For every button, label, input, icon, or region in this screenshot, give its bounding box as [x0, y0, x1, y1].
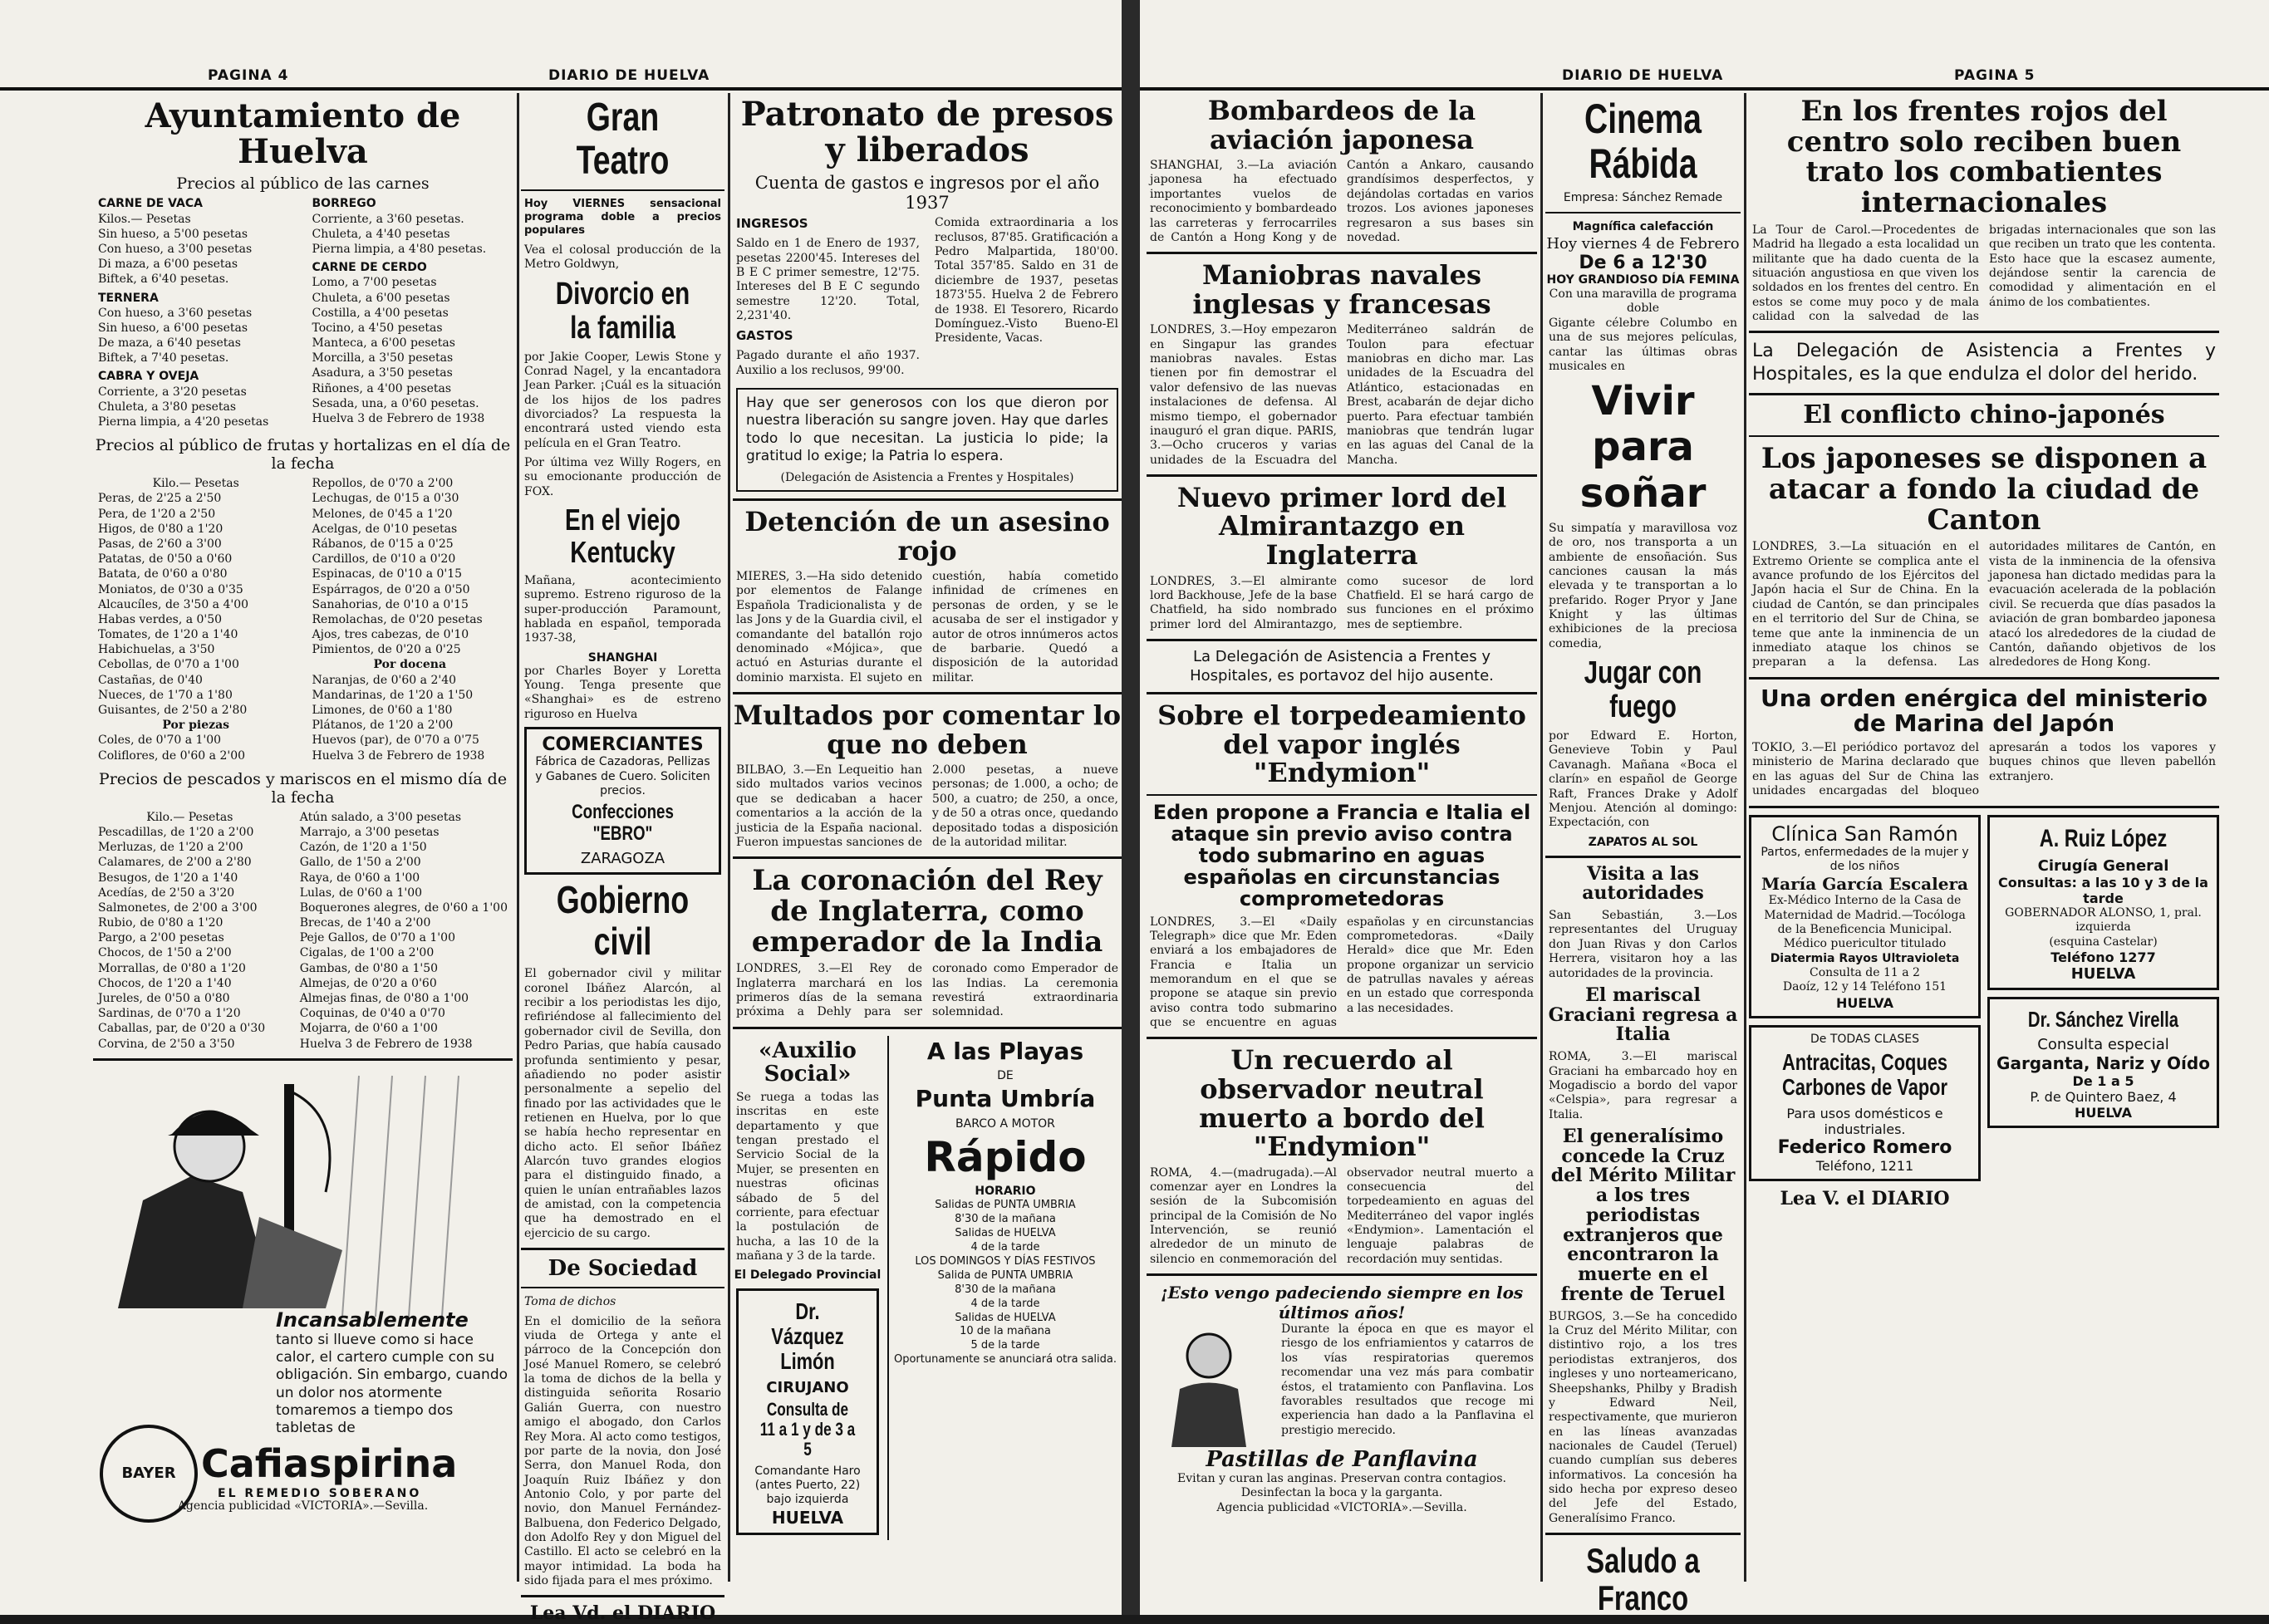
list-item: Huevos (par), de 0'70 a 0'75	[312, 733, 479, 748]
list-item: Manteca, a 6'00 pesetas	[312, 336, 455, 351]
list-item: Ajos, tres cabezas, de 0'10	[312, 628, 469, 642]
list-item: Melones, de 0'45 a 1'20	[312, 507, 453, 521]
list-item: Sin hueso, a 5'00 pesetas	[98, 227, 248, 241]
list-item: Acelgas, de 0'10 pesetas	[312, 522, 458, 536]
gran-teatro-title: Gran Teatro	[576, 96, 670, 183]
list-item: Corriente, a 3'20 pesetas	[98, 385, 247, 399]
generalisimo-title: El generalísimo concede la Cruz del Mérito Militar a los tres periodistas extranjeros que encontraron la muerte en el frente de Teruel	[1550, 1125, 1736, 1305]
masthead-left: DIARIO DE HUELVA	[548, 67, 710, 84]
list-item: Sanahorias, de 0'10 a 0'15	[312, 597, 469, 611]
list-item: De maza, a 6'40 pesetas	[98, 336, 241, 351]
list-item: Habas verdes, a 0'50	[98, 612, 223, 626]
list-item: Naranjas, de 0'60 a 2'40	[312, 673, 457, 687]
list-item: Marrajo, a 3'00 pesetas	[299, 825, 440, 839]
list-item: Coliflores, de 0'60 a 2'00	[98, 748, 246, 763]
list-item: Salidas de HUELVA	[955, 1227, 1056, 1240]
delegacion-note: La Delegación de Asistencia a Frentes y Hospitales, es portavoz del hijo ausente.	[1190, 648, 1494, 684]
frentes-title: En los frentes rojos del centro solo reciben buen trato los combatientes internacionales	[1786, 95, 2182, 220]
list-item: Huelva 3 de Febrero de 1938	[299, 1037, 473, 1051]
cinema-rabida-title: Cinema Rábida	[1584, 96, 1702, 187]
list-item: Besugos, de 1'20 a 1'40	[98, 871, 238, 885]
list-item: Lulas, de 0'60 a 1'00	[299, 886, 423, 900]
list-item: Salmonetes, de 2'00 a 3'00	[98, 900, 258, 915]
list-item: Guisantes, de 2'50 a 2'80	[98, 704, 248, 717]
list-item: Gambas, de 0'80 a 1'50	[299, 961, 439, 975]
page-number-right: PAGINA 5	[1954, 67, 2036, 84]
list-item: Peje Gallos, de 0'70 a 1'00	[299, 931, 455, 945]
page-number-left: PAGINA 4	[208, 67, 289, 84]
list-item: Higos, de 0'80 a 1'20	[98, 522, 223, 536]
visita-title: Visita a las autoridades	[1582, 862, 1704, 905]
list-item: Gallo, de 1'50 a 2'00	[299, 856, 421, 870]
list-item: Kilos.— Pesetas	[98, 212, 191, 226]
list-item: Coles, de 0'70 a 1'00	[98, 733, 222, 748]
list-item: Atún salado, a 3'00 pesetas	[299, 810, 462, 824]
playas-ad: A las Playas DE Punta Umbría BARCO A MOTOR Rápido HORARIO Salidas de PUNTA UMBRIA 8'30 de la mañana Salidas de HUELVA 4 de la tarde LOS DOMINGOS Y DÍAS FESTIVOS Salida de PUNTA UMBRIA 8'30 de la mañana 4 de la tarde Salidas de HUELVA 10 de la mañana 5 de la tarde Oportunamente se anunciará otra salida.	[887, 1036, 1122, 1540]
list-item: Alcaucíles, de 3'50 a 4'00	[98, 597, 249, 611]
clinica-ad: Clínica San Ramón Partos, enfermedades de la mujer y de los niños María García Escalera Ex-Médico Interno de la Casa de Maternidad de Madrid.—Tocóloga de la Beneficencia Municipal. Médico puericultor titulado Diatermia Rayos Ultravioleta Consulta de 11 a 2 Daoíz, 12 y 14 Teléfono 151 HUELVA	[1749, 815, 1981, 1018]
list-item: Pierna limpia, a 4'80 pesetas.	[312, 242, 487, 256]
detencion-title: Detención de un asesino rojo	[744, 506, 1110, 567]
cinema-column: Cinema Rábida Empresa: Sánchez Remade Magnífica calefacción Hoy viernes 4 de Febrero De 6 a 12'30 HOY GRANDIOSO DÍA FEMINA Con una maravilla de programa doble Gigante célebre Columbo en una de sus mejores películas, cantar las últimas obras musicales en Vivir para soñar Su simpatía y maravillosa voz de oro, nos transporta a un ambiente de ensoñación. Sus canciones causan la más elevada y te transportan a lo prefarido. Roger Pryor y Jane Knight y las últimas exhibiciones de la preciosa comedia, Jugar con fuego por Edward E. Horton, Genevieve Tobin y Paul Cavanagh. Mañana «Boca el clarín» en español de George Raft, Frances Drake y Adolf Menjou. Atención al domingo: Expectación, con ZAPATOS AL SOL Visita a las autoridades San Sebastián, 3.—Los representantes del Uruguay don Juan Rivas y don Carlos Herrera, visitaron hoy a las autoridades de la provincia. El mariscal Graciani regresa a Italia ROMA, 3.—El mariscal Graciani ha embarcado hoy en Mogadiscio a bordo del vapor «Celspia», para regresar a Italia. El generalísimo concede la Cruz del Mérito Militar a los tres periodistas extranjeros que encontraron la muerte en el frente de Teruel BURGOS, 3.—Se ha concedido la Cruz del Mérito Militar, con distintivo rojo, a los tres periodistas extranjeros, dos ingleses y uno norteamericano, Sheepshanks, Philby y Bradish y Edward Neil, respectivamente, que murieron en las líneas avanzadas nacionales de Caudel (Teruel) cuando cumplían sus deberes informativos. La concesión ha sido hecha por expreso deseo del Jefe del Estado, Generalísimo Franco. Saludo a Franco	[1546, 96, 1740, 1618]
orden-title: Una orden enérgica del ministerio de Marina del Japón	[1760, 684, 2208, 737]
agency-left: Agencia publicidad «VICTORIA».—Sevilla.	[177, 1499, 429, 1513]
list-item: Huelva 3 de Febrero de 1938	[312, 412, 485, 425]
antracitas-ad: De TODAS CLASES Antracitas, Coques Carbones de Vapor Para usos domésticos e industriales. Federico Romero Teléfono, 1211	[1749, 1025, 1981, 1181]
list-item: Sin hueso, a 6'00 pesetas	[98, 321, 248, 335]
list-item: Moniatos, de 0'30 a 0'35	[98, 582, 243, 596]
recuerdo-title: Un recuerdo al observador neutral muerto a bordo del "Endymion"	[1199, 1044, 1485, 1163]
doctor-illustration	[1147, 1322, 1271, 1447]
list-item: Pimientos, de 0'20 a 0'25	[312, 643, 461, 657]
list-item: Brecas, de 1'40 a 2'00	[299, 916, 431, 930]
patronato-title: Patronato de presos y liberados	[740, 95, 1114, 170]
list-item: Huelva 3 de Febrero de 1938	[312, 748, 485, 763]
list-item: Con hueso, a 3'00 pesetas	[98, 242, 253, 256]
delegacion2-note: La Delegación de Asistencia a Frentes y Hospitales, es la que endulza el dolor del herido.	[1752, 341, 2216, 385]
film-vivir-para-sonar: Vivir para soñar	[1579, 378, 1707, 517]
graciani-title: El mariscal Graciani regresa a Italia	[1548, 984, 1738, 1046]
list-item: Salidas de HUELVA	[955, 1311, 1056, 1324]
lea-diario-right: Lea V. el DIARIO	[1780, 1187, 1950, 1209]
pescados-title: Precios de pescados y mariscos en el mismo día de la fecha	[98, 769, 508, 807]
list-item: Salidas de PUNTA UMBRIA	[935, 1199, 1076, 1212]
patronato-appeal: Hay que ser generosos con los que dieron por nuestra liberación su sangre joven. Hay que darles todo lo que necesitan. La justicia lo pide; la gratitud lo exige; la Patria lo espera.	[746, 395, 1108, 465]
list-item: Morrallas, de 0'80 a 1'20	[98, 961, 246, 975]
list-item: Chuleta, a 4'40 pesetas	[312, 227, 450, 241]
multados-title: Multados por comentar lo que no deben	[733, 699, 1122, 760]
carnes-title: Precios al público de las carnes	[176, 174, 430, 194]
list-item: Mojarra, de 0'60 a 1'00	[299, 1022, 438, 1036]
list-item: Rubio, de 0'80 a 1'20	[98, 916, 223, 930]
list-item: Pierna limpia, a 4'20 pesetas	[98, 415, 269, 429]
list-item: Tocino, a 4'50 pesetas	[312, 321, 443, 335]
gran-teatro-column: Gran Teatro Hoy VIERNES sensacional programa doble a precios populares Vea el colosal producción de la Metro Goldwyn, Divorcio en la familia por Jakie Cooper, Lewis Stone y Conrad Nagel, y la encantadora Jean Parker. ¡Cuál es la situación de los hijos de los padres divorciados? La respuesta la encontrará usted viendo esta película en el Gran Teatro. Por última vez Willy Rogers, en su emocionante producción de FOX. En el viejo Kentucky Mañana, acontecimiento supremo. Estreno riguroso de la super-producción Paramount, hablada en español, temporada 1937-38, SHANGHAI por Charles Boyer y Loretta Young. Tenga presente que «Shanghai» es de estreno riguroso en Huelva COMERCIANTES Fábrica de Cazadoras, Pellizas y Gabanes de Cuero. Soliciten precios. Confecciones "EBRO" ZARAGOZA Gobierno civil El gobernador civil y militar coronel Ibáñez Alarcón, al recibir a los periodistas les dijo, refiriéndose al fallecimiento del gobernador civil de Sevilla, don Pedro Parias, que había causado profunda sentimiento y pesar, añadiendo no poder asistir personalmente a sepelio del finado por las actividades que le retienen en Huelva, por lo que se había hecho representar en dicho acto. El señor Ibáñez Alarcón tuvo grandes elogios para el distinguido finado, a quien le unían entrañables lazos de amistad, con la competencia que ha demostrado en el ejercicio de su cargo. De Sociedad Toma de dichos En el domicilio de la señora viuda de Ortega y ante el párroco de la Concepción don José Manuel Romero, se celebró la toma de dichos de la bella y distinguida señorita Rosario Galián Guerra, con nuestro amigo el abogado, don Carlos Rey Mora. Al acto como testigos, por parte de la novia, don José Serra, don Manuel Roda, don Joaquín Ruiz Ibáñez y don Antonio Colo, y por parte del novio, don Manuel Fernández-Balbuena, don Federico Delgado, don Adolfo Rey y don Miguel del Castillo. El acto se celebró en la mayor intimidad. La boda ha sido fijada para el mes próximo. Lea Vd. el DIARIO	[521, 93, 724, 1582]
list-item: Salida de PUNTA UMBRIA	[937, 1268, 1073, 1282]
list-item: Almejas finas, de 0'80 a 1'00	[299, 992, 469, 1005]
list-item: Peras, de 2'25 a 2'50	[98, 492, 222, 506]
list-item: Corvina, de 2'50 a 3'50	[98, 1037, 235, 1051]
japoneses-headline: Los japoneses se disponen a atacar a fondo la ciudad de Canton	[1761, 442, 2208, 537]
list-item: 4 de la tarde	[970, 1297, 1040, 1310]
mailman-illustration	[93, 1067, 513, 1317]
list-item: Corriente, a 3'60 pesetas.	[312, 212, 464, 226]
film-divorcio: Divorcio en la familia	[555, 276, 690, 346]
torpedeamiento-title: Sobre el torpedeamiento del vapor inglés "Endymion"	[1157, 699, 1526, 789]
ayuntamiento-column: Ayuntamiento de Huelva Precios al público de las carnes CARNE DE VACA Kilos.— Pesetas Sin hueso, a 5'00 pesetas Con hueso, a 3'00 pesetas Di maza, a 6'00 pesetas Biftek, a 6'40 pesetas. TERNERA Con hueso, a 3'60 pesetas Sin hueso, a 6'00 pesetas De maza, a 6'40 pesetas Biftek, a 7'40 pesetas. CABRA Y OVEJA Corriente, a 3'20 pesetas Chuleta, a 3'80 pesetas Pierna limpia, a 4'20 pesetas BORREGO Corriente, a 3'60 pesetas. Chuleta, a 4'40 pesetas Pierna limpia, a 4'80 pesetas. CARNE DE CERDO Lomo, a 7'00 pesetas Chuleta, a 6'00 pesetas Costilla, a 4'00 pesetas Tocino, a 4'50 pesetas Manteca, a 6'00 pesetas Morcilla, a 3'50 pesetas Asadura, a 3'50 pesetas Riñones, a 4'00 pesetas Sesada, una, a 0'60 pesetas. Huelva 3 de Febrero de 1938 Precios al público de frutas y hortalizas en el día de la fecha Kilo.— Pesetas Peras, de 2'25 a 2'50 Pera, de 1'20 a 2'50 Higos, de 0'80 a 1'20 Pasas, de 2'60 a 3'00 Patatas, de 0'50 a 0'60 Batata, de 0'60 a 0'80 Moniatos, de 0'30 a 0'35 Alcaucíles, de 3'50 a 4'00 Habas verdes, a 0'50 Tomates, de 1'20 a 1'40 Habichuelas, a 3'50 Cebollas, de 0'70 a 1'00 Castañas, de 0'40 Nueces, de 1'70 a 1'80 Guisantes, de 2'50 a 2'80 Por piezas Coles, de 0'70 a 1'00 Coliflores, de 0'60 a 2'00 Repollos, de 0'70 a 2'00 Lechugas, de 0'15 a 0'30 Melones, de 0'45 a 1'20 Acelgas, de 0'10 pesetas Rábanos, de 0'15 a 0'25 Cardillos, de 0'10 a 0'20 Espinacas, de 0'10 a 0'15 Espárragos, de 0'20 a 0'50 Sanahorias, de 0'10 a 0'15 Remolachas, de 0'20 pesetas Ajos, tres cabezas, de 0'10 Pimientos, de 0'20 a 0'25 Por docena Naranjas, de 0'60 a 2'40 Mandarinas, de 1'20 a 1'50 Limones, de 0'60 a 1'80 Plátanos, de 1'20 a 2'00 Huevos (par), de 0'70 a 0'75 Huelva 3 de Febrero de 1938 Precios de pescados y mariscos en el mismo día de la fecha Kilo.— Pesetas Pescadillas, de 1'20 a 2'00 Merluzas, de 1'20 a 2'00 Calamares, de 2'00 a 2'80 Besugos, de 1'20 a 1'40 Acedías, de 2'50 a 3'20 Salmonetes, de 2'00 a 3'00 Rubio, de 0'80 a 1'20 Pargo, a 2'00 pesetas Chocos, de 1'50 a 2'00 Morrallas, de 0'80 a 1'20 Chocos, de 1'20 a 1'40 Jureles, de 0'50 a 0'80 Sardinas, de 0'70 a 1'20 Caballas, par, de 0'20 a 0'30 Corvina, de 2'50 a 3'50 Atún salado, a 3'00 pesetas Marrajo, a 3'00 pesetas Cazón, de 1'20 a 1'50 Gallo, de 1'50 a 2'00 Raya, de 0'60 a 1'00 Lulas, de 0'60 a 1'00 Boquerones alegres, de 0'60 a 1'00 Brecas, de 1'40 a 2'00 Peje Gallos, de 0'70 a 1'00 Cigalas, de 1'00 a 2'00 Gambas, de 0'80 a 1'50 Almejas, de 0'20 a 0'60 Almejas finas, de 0'80 a 1'00 Coquinas, de 0'40 a 0'70 Mojarra, de 0'60 a 1'00 Huelva 3 de Febrero de 1938 Incansablemente tanto si llueve como si hace calor, el cartero cumple con su obligación. Sin embargo, cuando un dolor nos atormente tomaremos a tiempo dos tabletas de BAYER Cafiaspirina EL REMEDIO SOBERANO Agencia publicidad «VICTORIA».—Sevilla.	[93, 93, 513, 1582]
patronato-column: Patronato de presos y liberados Cuenta de gastos e ingresos por el año 1937 INGRESOS Saldo en 1 de Enero de 1937, pesetas 2200'45. Intereses del B E C primer semestre, 12'75. Intereses del B E C segundo semestre 12'20. Total, 2,231'40. GASTOS Pagado durante el año 1937. Auxilio a los reclusos, 99'00. Comida extraordinaria a los reclusos, 87'85. Gratificación a Pedro Malpartida, 180'00. Total 357'85. Saldo en 31 de diciembre de 1937, pesetas 1873'55. Huelva 2 de Febrero de 1938. El Tesorero, Ricardo Domínguez.-Visto Bueno-El Presidente, Vacas. Hay que ser generosos con los que dieron por nuestra liberación su sangre joven. Hay que darles todo lo que necesitan. La justicia lo pide; la gratitud lo exige; la Patria lo espera. (Delegación de Asistencia a Frentes y Hospitales) Detención de un asesino rojo MIERES, 3.—Ha sido detenido por elementos de Falange Española Tradicionalista y de las Jons y de la Guardia civil, el comandante del batallón rojo denominado «Mójica», que actuó en Asturias durante el dominio marxista. El sujeto en cuestión, había cometido infinidad de crímenes en personas de orden, y se le acusaba de ser el instigador y autor de otros innúmeros actos de barbarie. Quedó a disposición de la autoridad militar. Multados por comentar lo que no deben BILBAO, 3.—En Lequeitio han sido multados varios vecinos que se dedicaban a hacer comentarios a la acción de la justicia de la España nacional. Fueron impuestas sanciones de 2.000 pesetas, a nueve personas; de 1.000, a ocho; de 500, a cuatro; de 250, a once, y de 50 a otras once, quedando depositado todas a disposición de la autoridad militar. La coronación del Rey de Inglaterra, como emperador de la India LONDRES, 3.—El Rey de Inglaterra marchará en los primeros días de la semana próxima a Dehly para ser coronado como Emperador de las Indias. La ceremonia revestirá extraordinaria solemnidad. «Auxilio Social» Se ruega a todas las inscritas en este departamento y que tengan prestado el Servicio Social de la Mujer, se presenten en nuestras oficinas sábado de 5 del corriente, para efectuar la postulación de hucha, a las 10 de la mañana y 3 de la tarde. El Delegado Provincial Dr. Vázquez Limón CIRUJANO Consulta de 11 a 1 y de 3 a 5 Comandante Haro (antes Puerto, 22) bajo izquierda HUELVA A las Playas DE Punta Umbría BARCO A MOTOR Rápido HORARIO Salidas de PUNTA UMBRIA 8'30 de la mañana Salidas de HUELVA 4 de la tarde LOS DOMINGOS Y DÍAS FESTIVOS Salida de PUNTA UMBRIA 8'30 de la mañana 4 de la tarde Salidas de HUELVA 10 de la mañana 5 de la tarde Oportunamente se anunciará otra salida.	[733, 93, 1122, 1582]
list-item: Calamares, de 2'00 a 2'80	[98, 856, 252, 870]
list-item: Cazón, de 1'20 a 1'50	[299, 841, 427, 855]
list-item: Patatas, de 0'50 a 0'60	[98, 552, 233, 567]
list-item: Pescadillas, de 1'20 a 2'00	[98, 825, 254, 839]
eden-headline: Eden propone a Francia e Italia el ataque sin previo aviso contra todo submarino en aguas españolas en circunstancias comprometedoras	[1152, 801, 1531, 910]
masthead-right: DIARIO DE HUELVA	[1562, 67, 1724, 84]
list-item: Mandarinas, de 1'20 a 1'50	[312, 688, 474, 702]
list-item: Chocos, de 1'50 a 2'00	[98, 946, 232, 960]
conflicto-title: El conflicto chino-japonés	[1803, 400, 2165, 429]
list-item: Raya, de 0'60 a 1'00	[299, 871, 420, 885]
list-item: Jureles, de 0'50 a 0'80	[98, 992, 230, 1005]
list-item: Tomates, de 1'20 a 1'40	[98, 628, 238, 642]
list-item: Costilla, a 4'00 pesetas	[312, 306, 449, 320]
list-item: Espárragos, de 0'20 a 0'50	[312, 582, 470, 596]
list-item: Batata, de 0'60 a 0'80	[98, 567, 228, 581]
list-item: Di maza, a 6'00 pesetas	[98, 258, 238, 272]
list-item: Remolachas, de 0'20 pesetas	[312, 612, 483, 626]
list-item: Lechugas, de 0'15 a 0'30	[312, 492, 459, 506]
film-kentucky: En el viejo Kentucky	[565, 503, 680, 570]
list-item: 5 de la tarde	[970, 1339, 1040, 1352]
list-item: Cardillos, de 0'10 a 0'20	[312, 552, 456, 567]
list-item: Merluzas, de 1'20 a 2'00	[98, 841, 243, 855]
list-item: Boquerones alegres, de 0'60 a 1'00	[299, 900, 508, 915]
news-column-c: En los frentes rojos del centro solo reciben buen trato los combatientes internacionales La Tour de Carol.—Procedentes de Madrid ha llegado a esta localidad un militante que ha dado cuenta de la situación angustiosa en que viven los soldados en los frentes del centro. En estos se come muy poco y de mala calidad con la salvedad de las brigadas internacionales que son las que reciben un trato que les contenta. Esto hace que la escasez aumente, dejándose sentir la carencia de comodidad y alimentación en el ánimo de los combatientes. La Delegación de Asistencia a Frentes y Hospitales, es la que endulza el dolor del herido. El conflicto chino-japonés Los japoneses se disponen a atacar a fondo la ciudad de Canton LONDRES, 3.—La situación en el Extremo Oriente se complica ante el avance profundo de los Ejércitos del Japón hacia el Sur de China. En la ciudad de Cantón, se dan principales en el territorio del Sur de China, se teme que ante la inminencia de un inmediato ataque los chinos se preparan a la defensa. Las autoridades militares de Cantón, en vista de la inminencia de la ofensiva japonesa han dictado medidas para la evacuación acelerada de la población civil. Se recuerda que días pasados la aviación de gran bombardeo japonesa atacó los alrededores de la ciudad de Cantón, dañando objetivos de los alrededores de Hong Kong. Una orden enérgica del ministerio de Marina del Japón TOKIO, 3.—El periódico portavoz del ministerio de Marina declarado que en las aguas del Sur de China las unidades encargadas del bloqueo apresarán a todos los vapores y buques chinos que lleven pabellón extranjero. Clínica San Ramón Partos, enfermedades de la mujer y de los niños María García Escalera Ex-Médico Interno de la Casa de Maternidad de Madrid.—Tocóloga de la Beneficencia Municipal. Médico puericultor titulado Diatermia Rayos Ultravioleta Consulta de 11 a 2 Daoíz, 12 y 14 Teléfono 151 HUELVA De TODAS CLASES Antracitas, Coques Carbones de Vapor Para usos domésticos e industriales. Federico Romero Teléfono, 1211 Lea V. el DIARIO A. Ruiz López Cirugía General Consultas: a las 10 y 3 de la tarde GOBERNADOR ALONSO, 1, pral. izquierda (esquina Castelar) Teléfono 1277 HUELVA Dr. Sánchez Virella Consulta especial Garganta, Nariz y Oído De 1 a 5 P. de Quintero Baez, 4 HUELVA	[1749, 93, 2219, 1582]
list-item: 8'30 de la mañana	[955, 1213, 1056, 1226]
cafiaspirina-tagline: EL REMEDIO SOBERANO	[218, 1486, 422, 1500]
list-item: Acedías, de 2'50 a 3'20	[98, 886, 235, 900]
list-item: Chuleta, a 3'80 pesetas	[98, 400, 237, 414]
gobierno-civil-title: Gobierno civil	[556, 878, 690, 963]
list-item: Castañas, de 0'40	[98, 673, 203, 687]
list-item: Cigalas, de 1'00 a 2'00	[299, 946, 435, 960]
list-item: Chocos, de 1'20 a 1'40	[98, 976, 232, 990]
saludo-a-franco: Saludo a Franco	[1586, 1541, 1700, 1618]
list-item: Repollos, de 0'70 a 2'00	[312, 477, 454, 491]
list-item: Coquinas, de 0'40 a 0'70	[299, 1007, 445, 1021]
list-item: 4 de la tarde	[970, 1241, 1040, 1254]
cafiaspirina-slogan: Incansablemente	[276, 1308, 469, 1332]
vazquez-ad: Dr. Vázquez Limón CIRUJANO Consulta de 11 a 1 y de 3 a 5 Comandante Haro (antes Puerto, 22) bajo izquierda HUELVA	[736, 1288, 879, 1535]
list-item: Almejas, de 0'20 a 0'60	[299, 976, 437, 990]
list-item: 8'30 de la mañana	[955, 1283, 1056, 1296]
list-item: Pargo, a 2'00 pesetas	[98, 931, 224, 945]
list-item: Cebollas, de 0'70 a 1'00	[98, 658, 239, 672]
film-jugar-con-fuego: Jugar con fuego	[1584, 655, 1702, 725]
list-item: Nueces, de 1'70 a 1'80	[98, 688, 233, 702]
list-item: LOS DOMINGOS Y DÍAS FESTIVOS	[915, 1254, 1096, 1268]
list-item: Sardinas, de 0'70 a 1'20	[98, 1007, 241, 1021]
news-column-a: Bombardeos de la aviación japonesa SHANGHAI, 3.—La aviación japonesa ha efectuado importantes vuelos de reconocimiento y bombardeado las carreteras y ferrocarriles de Cantón a Hong Kong y de Cantón a Ankaro, causando grandísimos desperfectos, y dejándolas cortadas en varios trozos. Los aviones japoneses regresaron a sus bases sin novedad. Maniobras navales inglesas y francesas LONDRES, 3.—Hoy empezaron en Singapur las grandes maniobras navales. Estas tienen por fin demostrar el valor defensivo de las nuevas instalaciones de defensa. Al mismo tiempo, el gobernador inauguró el gran dique. PARIS, 3.—Ocho cruceros y varias unidades de la Escuadra del Mediterráneo saldrán de Toulon para efectuar maniobras en dicho mar. Las unidades de la Escuadra del Atlántico, estacionadas en Brest, acabarán de dejar dicho puerto. Para efectuar también maniobras que tendrán lugar en las aguas del Canal de la Mancha. Nuevo primer lord del Almirantazgo en Inglaterra LONDRES, 3.—El almirante lord Backhouse, Jefe de la base Chatfield, ha sido nombrado primer lord del Almirantazgo, como sucesor de lord Chatfield. El se hará cargo de sus funciones en el próximo mes de septiembre. La Delegación de Asistencia a Frentes y Hospitales, es portavoz del hijo ausente. Sobre el torpedeamiento del vapor inglés "Endymion" Eden propone a Francia e Italia el ataque sin previo aviso contra todo submarino en aguas españolas en circunstancias comprometedoras LONDRES, 3.—El «Daily Telegraph» dice que Mr. Eden enviará a los embajadores de Francia e Italia un memorandum en el que se propone se ataque sin previo aviso contra todo submarino que se encuentre en aguas españolas y en circunstancias comprometedoras. «Daily Herald» dice que Mr. Eden propone organizar un servicio de patrullas navales y aéreas en un estado que corresponda a las necesidades. Un recuerdo al observador neutral muerto a bordo del "Endymion" ROMA, 4.—(madrugada).—Al comenzar ayer en Londres la sesión de la Subcomisión principal de la Comisión de No Intervención, se reunió alrededor de un minuto de silencio en conmemoración del observador neutral muerto a consecuencia del torpedeamiento en aguas del Mediterráneo del vapor inglés «Endymion». Lamentación el lenguaje palabras de recordación muy sentidas. ¡Esto vengo padeciendo siempre en los últimos años! Durante la época en que es mayor el riesgo de los enfriamientos y catarros de los vías respiratorias queremos recomendar una vez más para combatir éstos, el tratamiento con Panflavina. Los favorables resultados que recoge mi experiencia han dado a la Panflavina el prestigio merecido. Pastillas de Panflavina Evitan y curan las anginas. Preservan contra contagios. Desinfectan la boca y la garganta. Agencia publicidad «VICTORIA».—Sevilla.	[1147, 93, 1537, 1582]
list-item: Asadura, a 3'50 pesetas	[312, 366, 453, 380]
book-binding	[1122, 0, 1140, 1615]
cafiaspirina-brand: Cafiaspirina	[201, 1440, 458, 1486]
panflavina-ad: ¡Esto vengo padeciendo siempre en los últimos años! Durante la época en que es mayor el riesgo de los enfriamientos y catarros de los vías respiratorias queremos recomendar una vez más para combatir éstos, el tratamiento con Panflavina. Los favorables resultados que recoge mi experiencia han dado a la Panflavina el prestigio merecido. Pastillas de Panflavina Evitan y curan las anginas. Preservan contra contagios. Desinfectan la boca y la garganta. Agencia publicidad «VICTORIA».—Sevilla.	[1147, 1283, 1537, 1515]
page-5	[1140, 0, 2269, 1618]
list-item: Oportunamente se anunciará otra salida.	[893, 1353, 1117, 1366]
list-item: Plátanos, de 1'20 a 2'00	[312, 719, 454, 733]
list-item: Pera, de 1'20 a 2'50	[98, 507, 216, 521]
coronacion-title: La coronación del Rey de Inglaterra, como emperador de la India	[751, 864, 1103, 959]
list-item: 10 de la mañana	[960, 1325, 1051, 1338]
lea-diario-left: Lea Vd. el DIARIO	[529, 1602, 716, 1624]
cafiaspirina-ad	[93, 1067, 513, 1499]
list-item: Chuleta, a 6'00 pesetas	[312, 291, 450, 305]
list-item: Rábanos, de 0'15 a 0'25	[312, 537, 454, 551]
page-4	[0, 0, 1122, 1624]
auxilio-title: «Auxilio Social»	[759, 1038, 857, 1087]
list-item: Pasas, de 2'60 a 3'00	[98, 537, 222, 551]
frutas-title: Precios al público de frutas y hortalizas en el día de la fecha	[95, 436, 511, 473]
bayer-cross-icon: BAYER	[100, 1425, 198, 1523]
list-item: Sesada, una, a 0'60 pesetas.	[312, 396, 479, 410]
maniobras-title: Maniobras navales inglesas y francesas	[1192, 259, 1491, 320]
list-item: Riñones, a 4'00 pesetas	[312, 381, 452, 395]
list-item: Habichuelas, a 3'50	[98, 643, 215, 657]
ayuntamiento-title: Ayuntamiento de Huelva	[145, 96, 461, 172]
sanchez-virella-ad: Dr. Sánchez Virella Consulta especial Garganta, Nariz y Oído De 1 a 5 P. de Quintero Baez, 4 HUELVA	[1987, 997, 2219, 1128]
comerciantes-ad: COMERCIANTES Fábrica de Cazadoras, Pellizas y Gabanes de Cuero. Soliciten precios. Confecciones "EBRO" ZARAGOZA	[524, 727, 721, 875]
list-item: Espinacas, de 0'10 a 0'15	[312, 567, 463, 581]
lord-title: Nuevo primer lord del Almirantazgo en Inglaterra	[1176, 481, 1507, 572]
list-item: Limones, de 0'60 a 1'80	[312, 704, 453, 717]
list-item: Lomo, a 7'00 pesetas	[312, 276, 437, 290]
list-item: Caballas, par, de 0'20 a 0'30	[98, 1022, 266, 1036]
sociedad-title: De Sociedad	[548, 1256, 698, 1282]
list-item: Con hueso, a 3'60 pesetas	[98, 306, 253, 320]
list-item: Biftek, a 7'40 pesetas.	[98, 351, 229, 366]
bombardeos-title: Bombardeos de la aviación japonesa	[1207, 95, 1476, 155]
ruiz-lopez-ad: A. Ruiz López Cirugía General Consultas: a las 10 y 3 de la tarde GOBERNADOR ALONSO, 1, pral. izquierda (esquina Castelar) Teléfono 1277 HUELVA	[1987, 815, 2219, 990]
list-item: Biftek, a 6'40 pesetas.	[98, 272, 229, 287]
cafiaspirina-body: tanto si llueve como si hace calor, el cartero cumple con su obligación. Sin embargo, cuando un dolor nos atormente tomaremos a tiempo dos tabletas de	[276, 1331, 508, 1436]
list-item: Morcilla, a 3'50 pesetas	[312, 351, 454, 366]
